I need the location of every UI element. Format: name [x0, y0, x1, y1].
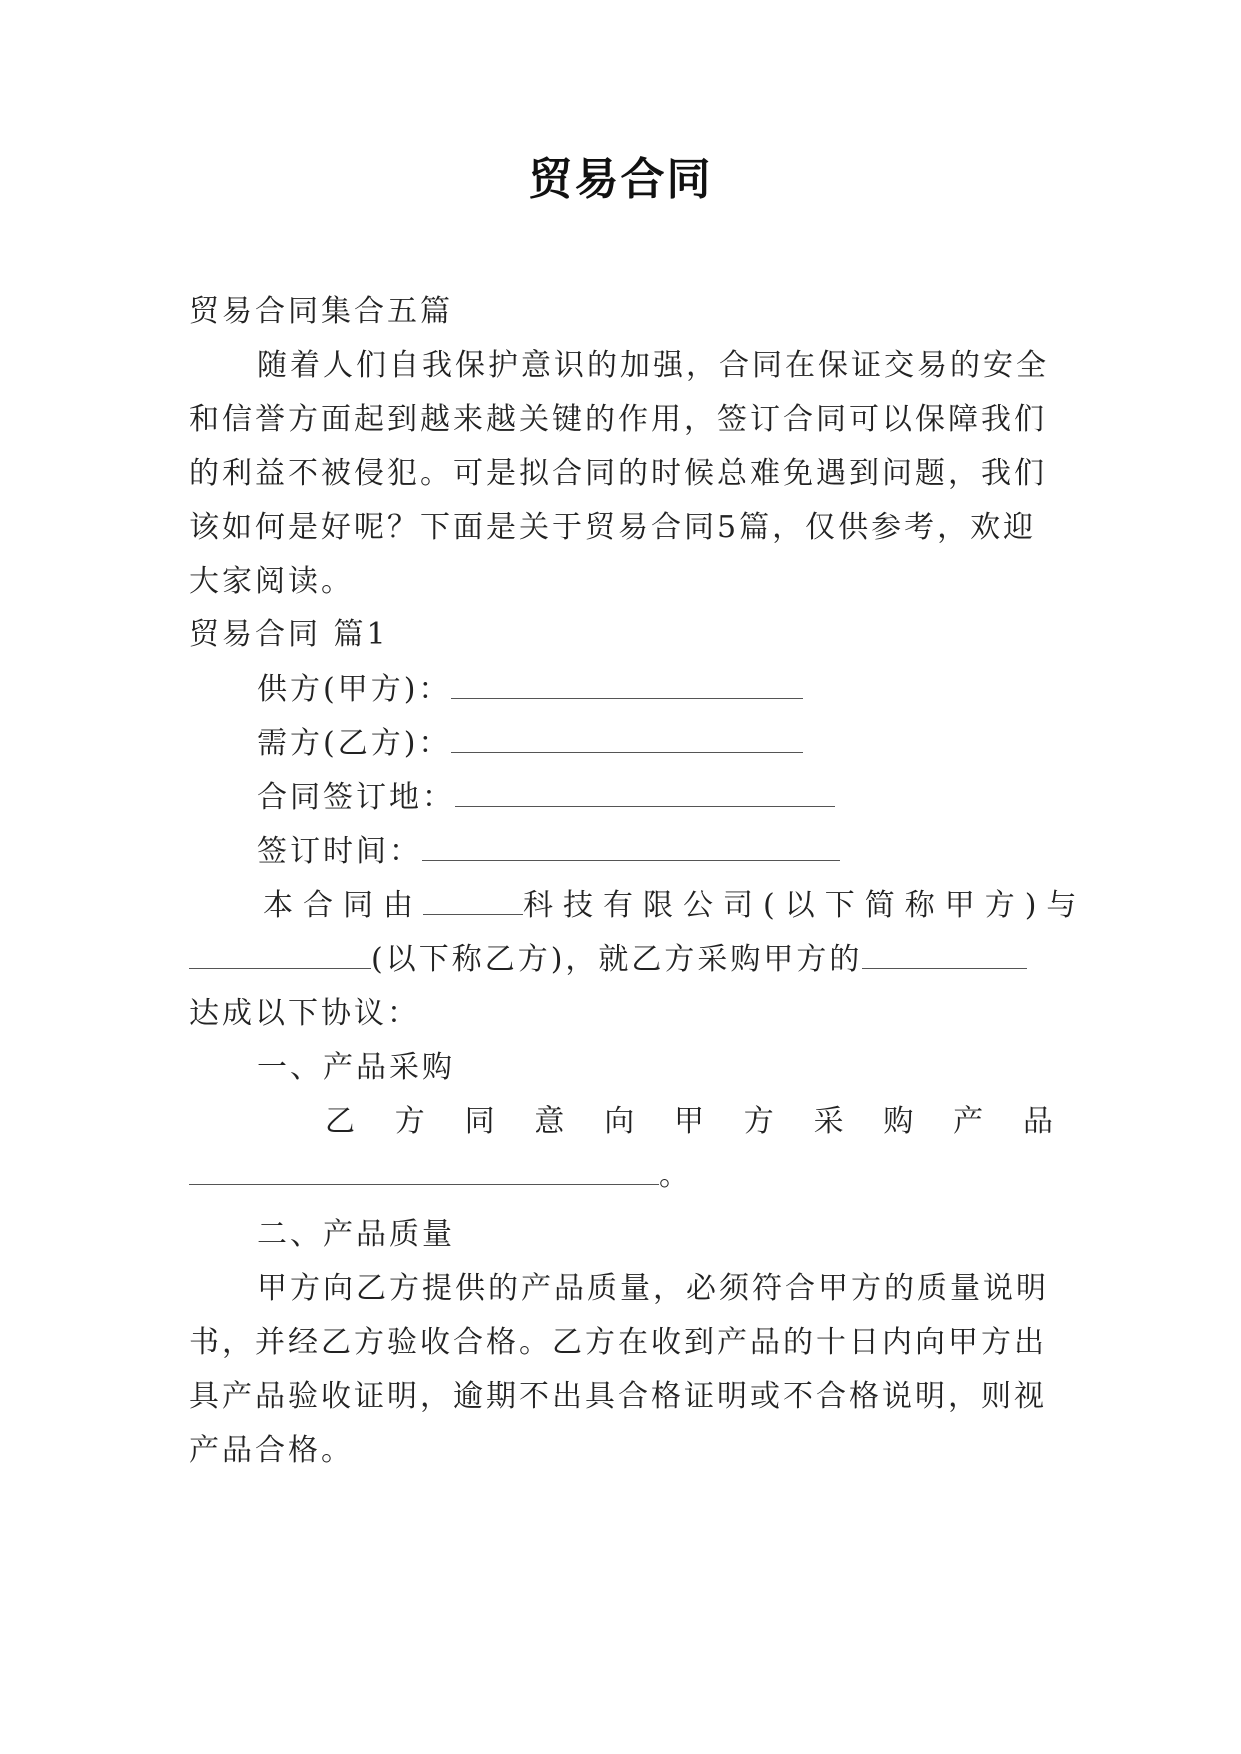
- buyer-label: 需方(乙方)：: [257, 726, 452, 761]
- clause-word: 方: [743, 1104, 774, 1139]
- intro-line: 大家阅读。: [189, 564, 354, 599]
- section-heading: 贸易合同 篇1: [189, 617, 389, 652]
- sign-time-blank: [422, 830, 840, 861]
- clause-end: 。: [659, 1158, 692, 1193]
- agreement-line: 达成以下协议：: [189, 996, 420, 1031]
- product-name-blank: [189, 1154, 659, 1185]
- clause-body-line: 书，并经乙方验收合格。乙方在收到产品的十日内向甲方出: [189, 1325, 1047, 1360]
- document-subtitle: 贸易合同集合五篇: [189, 294, 453, 329]
- clause-body-line: 甲方向乙方提供的产品质量，必须符合甲方的质量说明: [257, 1271, 1049, 1306]
- sign-place-label: 合同签订地：: [257, 780, 455, 815]
- agreement-text: 本合同由: [263, 888, 423, 923]
- supplier-field: [257, 668, 1053, 712]
- agreement-line: [189, 938, 1053, 982]
- agreement-line: [263, 884, 1087, 928]
- clause-word: 方: [394, 1104, 425, 1139]
- intro-line: 和信誉方面起到越来越关键的作用，签订合同可以保障我们: [189, 402, 1047, 437]
- clause-heading: 一、产品采购: [257, 1050, 455, 1085]
- party-b-blank: [189, 938, 371, 969]
- clause-word: 品: [1022, 1104, 1053, 1139]
- clause-word: 乙: [325, 1104, 355, 1139]
- clause-body-line: 产品合格。: [189, 1433, 354, 1468]
- clause-word: 购: [883, 1104, 914, 1139]
- agreement-text: (以下称乙方)，就乙方采购甲方的: [371, 942, 863, 977]
- intro-line: 该如何是好呢？下面是关于贸易合同5篇，仅供参考，欢迎: [189, 510, 1037, 545]
- supplier-label: 供方(甲方)：: [257, 672, 452, 707]
- intro-line: 的利益不被侵犯。可是拟合同的时候总难免遇到问题，我们: [189, 456, 1047, 491]
- clause-word: 意: [534, 1104, 565, 1139]
- clause-heading: 二、产品质量: [257, 1217, 455, 1252]
- document-title: 贸易合同: [528, 154, 713, 205]
- buyer-field: [257, 722, 1053, 766]
- company-blank: [423, 884, 523, 915]
- clause-body-line: 具产品验收证明，逾期不出具合格证明或不合格说明，则视: [189, 1379, 1047, 1414]
- intro-line: 随着人们自我保护意识的加强，合同在保证交易的安全: [257, 348, 1049, 383]
- supplier-blank: [451, 668, 803, 699]
- product-blank: [862, 938, 1027, 969]
- clause-word: 向: [604, 1104, 635, 1139]
- sign-time-label: 签订时间：: [257, 834, 422, 869]
- clause-body: [325, 1100, 1053, 1144]
- clause-word: 采: [813, 1104, 844, 1139]
- agreement-text: 科技有限公司(以下简称甲方)与: [523, 888, 1087, 923]
- clause-word: 产: [953, 1104, 984, 1139]
- sign-place-blank: [455, 776, 835, 807]
- clause-word: 同: [464, 1104, 495, 1139]
- clause-word: 甲: [673, 1104, 704, 1139]
- sign-time-field: [257, 830, 1053, 874]
- buyer-blank: [451, 722, 803, 753]
- clause-body: [189, 1154, 1053, 1198]
- sign-place-field: [257, 776, 1053, 820]
